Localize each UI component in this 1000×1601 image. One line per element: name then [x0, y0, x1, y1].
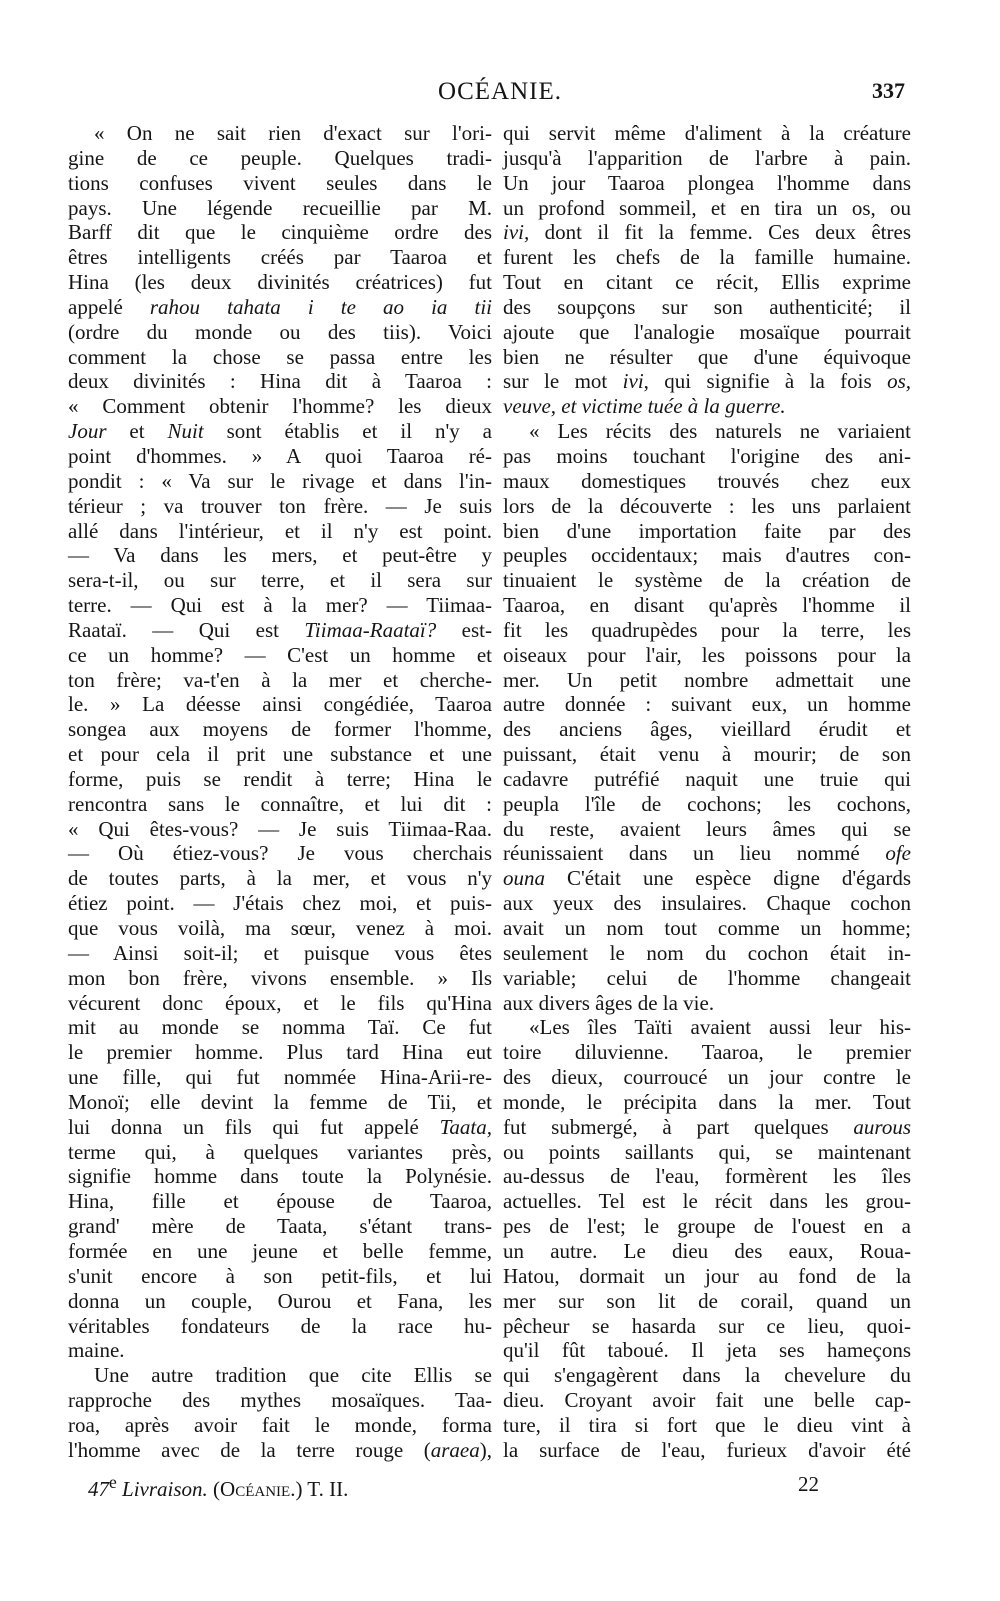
italic-text: os,	[887, 369, 911, 394]
text-line	[68, 643, 492, 668]
text-line	[68, 320, 492, 345]
text-segment: et	[106, 419, 168, 444]
text-segment: grand' mère de Taata, s'étant trans-	[68, 1214, 492, 1239]
text-line	[503, 692, 911, 717]
text-segment: aux divers âges de la vie.	[503, 990, 715, 1015]
text-line	[503, 1314, 911, 1339]
text-segment: puissant, était venu à mourir; de son	[503, 742, 911, 767]
text-line	[68, 1438, 492, 1463]
text-segment: formée en une jeune et belle femme,	[68, 1238, 492, 1263]
footer-livraison-label: Livraison.	[122, 1477, 208, 1501]
text-line	[503, 817, 911, 842]
text-line	[503, 891, 911, 916]
text-line	[68, 792, 492, 817]
text-line	[503, 1140, 911, 1165]
text-line	[68, 717, 492, 742]
text-segment: pondit : « Va sur le rivage et dans l'in-	[68, 468, 492, 493]
text-segment: fut submergé, à part quelques	[503, 1114, 854, 1139]
text-line	[68, 146, 492, 171]
text-segment: rencontra sans le connaître, et lui dit :	[68, 791, 492, 816]
text-line	[503, 1015, 911, 1040]
text-segment: térieur ; va trouver ton frère. — Je suis	[68, 493, 492, 518]
text-segment: Raataï. — Qui est	[68, 617, 305, 642]
text-segment: bien ne résulter que d'une équivoque	[503, 344, 911, 369]
text-line	[68, 891, 492, 916]
text-segment: fit les quadrupèdes pour la terre, les	[503, 617, 911, 642]
text-line	[503, 1040, 911, 1065]
text-line	[68, 369, 492, 394]
text-segment: Une autre tradition que cite Ellis se	[94, 1363, 492, 1388]
text-segment: peuples occidentaux; mais d'autres con-	[503, 543, 911, 568]
text-line	[68, 1214, 492, 1239]
text-segment: qui servit même d'aliment à la créature	[503, 121, 911, 145]
text-segment: pays. Une légende recueillie par M.	[68, 195, 492, 220]
text-segment: variable; celui de l'homme changeait	[503, 965, 911, 990]
text-segment: pes de l'est; le groupe de l'ouest en a	[503, 1214, 911, 1239]
text-segment: sera-t-il, ou sur terre, et il sera sur	[68, 568, 492, 593]
text-line	[503, 991, 911, 1016]
text-line	[503, 568, 911, 593]
page-number: 337	[872, 78, 905, 103]
text-line	[68, 295, 492, 320]
text-segment: « On ne sait rien d'exact sur l'ori-	[94, 121, 492, 145]
text-segment: toire diluvienne. Taaroa, le premier	[503, 1040, 911, 1065]
text-segment: point d'hommes. » A quoi Taaroa ré-	[68, 443, 492, 468]
text-line	[68, 1239, 492, 1264]
text-segment: Tout en citant ce récit, Ellis exprime	[503, 270, 911, 295]
text-segment: tions confuses vivent seules dans le	[68, 170, 492, 195]
text-line	[503, 1065, 911, 1090]
text-segment: songea aux moyens de former l'homme,	[68, 717, 492, 742]
text-segment: — Où étiez-vous? Je vous cherchais	[68, 841, 492, 866]
text-line	[503, 245, 911, 270]
text-segment: Hatou, dormait un jour au fond de la	[503, 1263, 911, 1288]
text-segment: terre. — Qui est à la mer? — Tiimaa-	[68, 593, 492, 618]
text-segment: ce un homme? — C'est un homme et	[68, 642, 492, 667]
text-segment: des dieux, courroucé un jour contre le	[503, 1065, 911, 1090]
text-line	[503, 841, 911, 866]
text-line	[503, 593, 911, 618]
text-line	[68, 121, 492, 146]
text-line	[68, 345, 492, 370]
text-line	[503, 196, 911, 221]
text-column-right	[503, 121, 911, 1463]
text-segment: aux yeux des insulaires. Chaque cochon	[503, 891, 911, 916]
footer-livraison	[88, 1472, 348, 1502]
text-line	[68, 245, 492, 270]
text-segment: Monoï; elle devint la femme de Tii, et	[68, 1089, 492, 1114]
text-line	[68, 568, 492, 593]
text-segment: que vous voilà, ma sœur, venez à moi.	[68, 916, 492, 940]
text-segment: le. » La déesse ainsi congédiée, Taaroa	[68, 692, 492, 717]
text-segment: roa, après avoir fait le monde, forma	[68, 1412, 492, 1437]
text-line	[68, 742, 492, 767]
text-segment: deux divinités : Hina dit à Taaroa :	[68, 369, 492, 394]
text-line	[503, 320, 911, 345]
text-segment: Taaroa, en disant qu'après l'homme il	[503, 593, 911, 618]
text-line	[68, 618, 492, 643]
text-line	[503, 717, 911, 742]
text-line	[68, 444, 492, 469]
text-segment: (ordre du monde ou des tiis). Voici	[68, 319, 492, 344]
text-column-left	[68, 121, 492, 1463]
text-segment: Un jour Taaroa plongea l'homme dans	[503, 170, 911, 195]
text-line	[68, 1289, 492, 1314]
text-segment: peupla l'île de cochons; les cochons,	[503, 791, 911, 816]
text-line	[503, 121, 911, 146]
text-segment: réunissaient dans un lieu nommé	[503, 841, 886, 866]
italic-text: Taata,	[439, 1114, 492, 1139]
text-segment: appelé	[68, 294, 150, 319]
footer-series: (Océanie.) T. II.	[213, 1477, 349, 1501]
text-line	[503, 171, 911, 196]
text-line	[68, 196, 492, 221]
text-line	[503, 543, 911, 568]
text-line	[68, 1140, 492, 1165]
text-segment: lors de la découverte : les uns parlaient	[503, 493, 911, 518]
text-line	[503, 419, 911, 444]
italic-text: rahou tahata i te ao ia tii	[149, 294, 492, 319]
text-line	[68, 1189, 492, 1214]
text-line	[68, 916, 492, 941]
text-line	[503, 1214, 911, 1239]
text-line	[503, 1090, 911, 1115]
text-segment: sont établis et il n'y a	[203, 419, 492, 444]
text-segment: tinuaient le système de la création de	[503, 568, 911, 593]
text-line	[503, 966, 911, 991]
text-line	[503, 643, 911, 668]
italic-text: veuve, et victime tuée à la guerre.	[503, 394, 786, 419]
text-segment: pêcheur se hasarda sur ce lieu, quoi-	[503, 1313, 911, 1338]
text-segment: lui donna un fils qui fut appelé	[68, 1114, 440, 1139]
text-line	[503, 1115, 911, 1140]
running-header-title: OCÉANIE.	[438, 78, 562, 105]
text-segment: terme qui, à quelques variantes près,	[68, 1139, 492, 1164]
text-segment: comment la chose se passa entre les	[68, 344, 492, 369]
text-line	[503, 916, 911, 941]
text-segment: forme, puis se rendit à terre; Hina le	[68, 766, 492, 791]
text-segment: Barff dit que le cinquième ordre des	[68, 220, 492, 245]
text-segment: véritables fondateurs de la race hu-	[68, 1313, 492, 1338]
text-segment: ou points saillants qui, se maintenant	[503, 1139, 911, 1164]
text-line	[503, 369, 911, 394]
text-line	[503, 1338, 911, 1363]
text-segment: de toutes parts, à la mer, et vous n'y	[68, 866, 492, 891]
text-segment: allé dans l'intérieur, et il n'y est point.	[68, 518, 492, 543]
text-line	[68, 767, 492, 792]
text-segment: sur le mot	[503, 369, 623, 394]
italic-text: araea	[430, 1437, 480, 1462]
text-line	[68, 270, 492, 295]
text-line	[68, 1264, 492, 1289]
text-line	[68, 841, 492, 866]
text-line	[503, 767, 911, 792]
text-segment: — Ainsi soit-il; et puisque vous êtes	[68, 940, 492, 965]
text-segment: signifie homme dans toute la Polynésie.	[68, 1164, 492, 1189]
text-line	[503, 1289, 911, 1314]
text-line	[503, 295, 911, 320]
text-line	[503, 1164, 911, 1189]
text-line	[503, 345, 911, 370]
text-line	[68, 1413, 492, 1438]
text-segment: ture, il tira si fort que le dieu vint à	[503, 1412, 911, 1437]
text-line	[68, 1314, 492, 1339]
text-segment: donna un couple, Ourou et Fana, les	[68, 1288, 492, 1313]
italic-text: ofe	[885, 841, 911, 866]
text-segment: Hina, fille et épouse de Taaroa,	[68, 1189, 492, 1214]
text-segment: mon bon frère, vivons ensemble. » Ils	[68, 965, 492, 990]
text-segment: vécurent donc époux, et le fils qu'Hina	[68, 990, 492, 1015]
text-line	[68, 1363, 492, 1388]
text-segment: monde, le précipita dans la mer. Tout	[503, 1089, 911, 1114]
text-line	[68, 1090, 492, 1115]
text-line	[68, 419, 492, 444]
text-segment: autre donnée : suivant eux, un homme	[503, 692, 911, 717]
text-segment: maine.	[68, 1338, 125, 1363]
italic-text: Tiimaa-Raataï?	[304, 617, 437, 642]
text-segment: jusqu'à l'apparition de l'arbre à pain.	[503, 145, 911, 170]
footer-signature: 22	[798, 1472, 819, 1496]
italic-text: Nuit	[167, 419, 204, 444]
text-segment: l'homme avec de la terre rouge (	[68, 1437, 431, 1462]
text-segment: bien d'une importation faite par des	[503, 518, 911, 543]
text-line	[503, 394, 911, 419]
text-line	[68, 394, 492, 419]
italic-text: ouna	[503, 866, 545, 891]
text-line	[503, 866, 911, 891]
text-line	[503, 494, 911, 519]
text-line	[68, 1115, 492, 1140]
text-segment: mer sur son lit de corail, quand un	[503, 1288, 911, 1313]
text-line	[503, 1264, 911, 1289]
text-segment: étiez point. — J'étais chez moi, et puis-	[68, 891, 492, 916]
text-segment: — Va dans les mers, et peut-être y	[68, 543, 492, 568]
italic-text: ivi,	[503, 220, 530, 245]
text-segment: qu'il fût taboué. Il jeta ses hameçons	[503, 1338, 911, 1363]
text-segment: s'unit encore à son petit-fils, et lui	[68, 1263, 492, 1288]
text-segment: , qui signifie à la fois	[643, 369, 888, 394]
text-segment: le premier homme. Plus tard Hina eut	[68, 1040, 492, 1065]
text-segment: dieu. Croyant avoir fait une belle cap-	[503, 1388, 911, 1413]
text-line	[503, 1413, 911, 1438]
italic-text: Jour	[68, 419, 107, 444]
text-line	[68, 220, 492, 245]
text-segment: ajoute que l'analogie mosaïque pourrait	[503, 319, 911, 344]
text-line	[68, 519, 492, 544]
text-line	[503, 1239, 911, 1264]
text-segment: dont il fit la femme. Ces deux êtres	[529, 220, 911, 245]
text-line	[68, 1065, 492, 1090]
text-segment: ),	[479, 1437, 492, 1462]
text-line	[503, 742, 911, 767]
text-segment: «Les îles Taïti avaient aussi leur his-	[529, 1015, 911, 1040]
text-line	[68, 593, 492, 618]
text-segment: actuelles. Tel est le récit dans les grou-	[503, 1189, 911, 1214]
text-segment: « Les récits des naturels ne variaient	[529, 419, 911, 444]
text-segment: cadavre putréfié naquit une truie qui	[503, 766, 911, 791]
text-segment: est-	[436, 617, 493, 642]
text-line	[503, 469, 911, 494]
text-line	[68, 1388, 492, 1413]
text-segment: mer. Un petit nombre admettait une	[503, 667, 911, 692]
text-line	[68, 866, 492, 891]
text-segment: furent les chefs de la famille humaine.	[503, 245, 911, 270]
text-line	[503, 1388, 911, 1413]
text-line	[503, 146, 911, 171]
text-segment: une fille, qui fut nommée Hina-Arii-re-	[68, 1065, 492, 1090]
text-segment: et pour cela il prit une substance et une	[68, 742, 492, 767]
text-segment: oiseaux pour l'air, les poissons pour la	[503, 642, 911, 667]
text-line	[68, 494, 492, 519]
text-line	[68, 941, 492, 966]
text-segment: ton frère; va-t'en à la mer et cherche-	[68, 667, 492, 692]
text-line	[503, 941, 911, 966]
text-line	[68, 1164, 492, 1189]
text-line	[68, 171, 492, 196]
text-segment: maux domestiques trouvés chez eux	[503, 468, 911, 493]
text-line	[503, 1189, 911, 1214]
text-segment: des anciens âges, vieillard érudit et	[503, 717, 911, 742]
text-segment: pas moins touchant l'origine des ani-	[503, 443, 911, 468]
text-segment: des soupçons sur son authenticité; il	[503, 294, 911, 319]
text-line	[68, 991, 492, 1016]
text-segment: « Qui êtes-vous? — Je suis Tiimaa-Raa.	[68, 816, 492, 841]
text-segment: rapproche des mythes mosaïques. Taa-	[68, 1388, 492, 1413]
text-segment: un profond sommeil, et en tira un os, ou	[503, 195, 911, 220]
footer-number-sup: e	[109, 1472, 117, 1492]
text-line	[68, 543, 492, 568]
text-line	[503, 668, 911, 693]
text-line	[68, 817, 492, 842]
text-segment: êtres intelligents créés par Taaroa et	[68, 245, 492, 270]
text-line	[503, 444, 911, 469]
text-line	[68, 1015, 492, 1040]
text-line	[68, 1040, 492, 1065]
text-line	[68, 1338, 492, 1363]
text-segment: avait un nom tout comme un homme;	[503, 916, 911, 940]
text-line	[503, 220, 911, 245]
text-line	[503, 1438, 911, 1463]
text-segment: mit au monde se nomma Taï. Ce fut	[68, 1015, 492, 1040]
text-segment: C'était une espèce digne d'égards	[545, 866, 911, 891]
text-segment: au-dessus de l'eau, formèrent les îles	[503, 1164, 911, 1189]
text-segment: un autre. Le dieu des eaux, Roua-	[503, 1238, 911, 1263]
text-segment: gine de ce peuple. Quelques tradi-	[68, 145, 492, 170]
text-segment: la surface de l'eau, furieux d'avoir été	[503, 1437, 911, 1462]
text-line	[503, 792, 911, 817]
text-line	[503, 618, 911, 643]
text-line	[68, 966, 492, 991]
text-line	[503, 519, 911, 544]
text-line	[68, 692, 492, 717]
text-line	[503, 270, 911, 295]
text-line	[68, 668, 492, 693]
text-line	[503, 1363, 911, 1388]
text-segment: qui s'engagèrent dans la chevelure du	[503, 1363, 911, 1388]
text-segment: seulement le nom du cochon était in-	[503, 940, 911, 965]
text-segment: « Comment obtenir l'homme? les dieux	[68, 394, 492, 419]
italic-text: aurous	[853, 1114, 911, 1139]
italic-text: ivi	[622, 369, 644, 394]
text-segment: du reste, avaient leurs âmes qui se	[503, 816, 911, 841]
text-line	[68, 469, 492, 494]
text-segment: Hina (les deux divinités créatrices) fut	[68, 270, 492, 295]
footer-number: 47	[88, 1477, 109, 1501]
